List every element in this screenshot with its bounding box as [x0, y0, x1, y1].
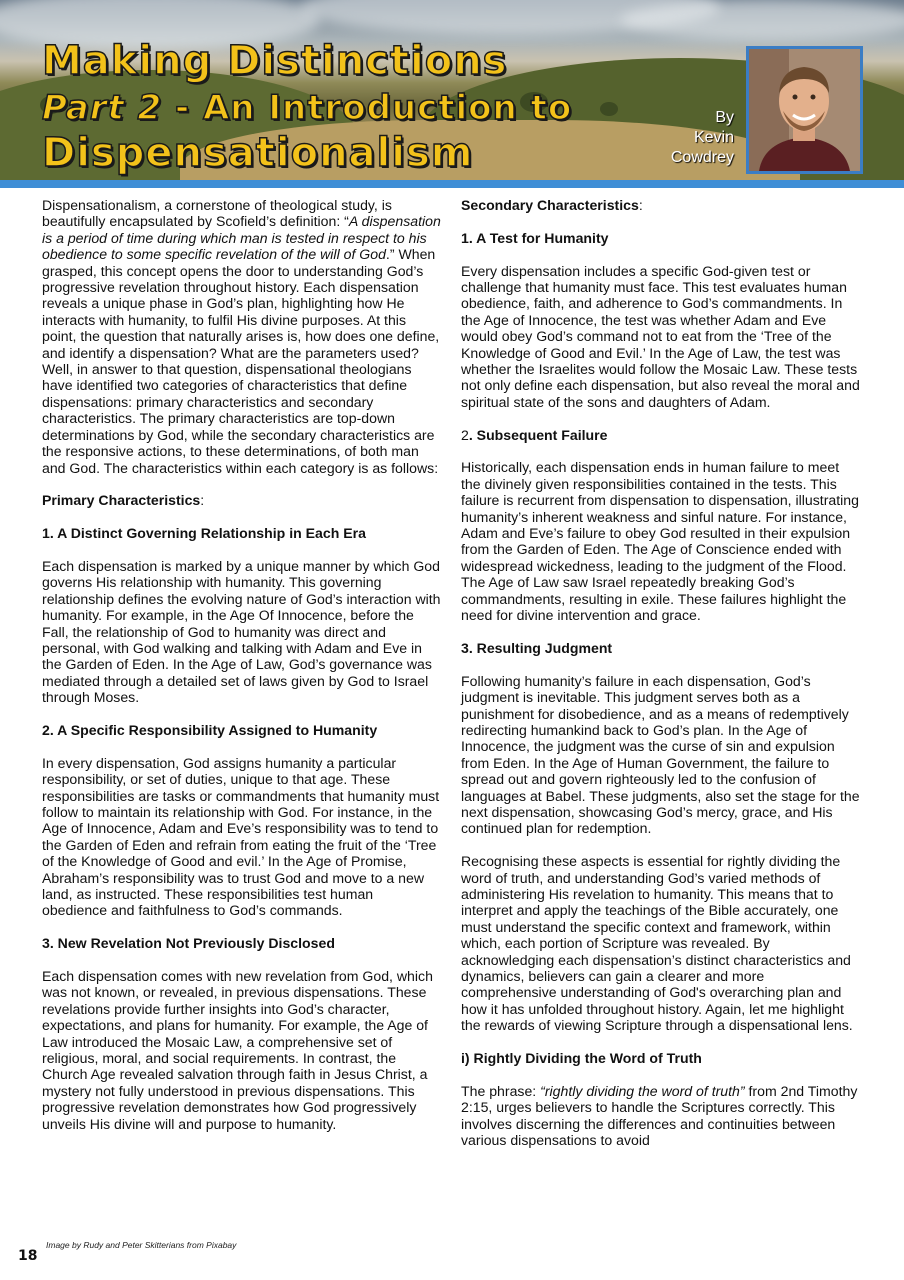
primary-heading — [42, 492, 442, 508]
rightly-dividing-text-a: The phrase: — [461, 1082, 541, 1099]
primary-paragraph-2: In every dispensation, God assigns humanity a particular responsibility, or set of duties, unique to that age. These responsibilities are tasks or commandments that humanity must follow to maintain its relationship with God. For instance, in the Age of Innocence, Adam and Eve’s responsibility was to tend to the Garden of Eden and refrain from eating the fruit of the ‘Tree of the Knowledge of Good and evil.’ In the Age of Promise, Abraham’s responsibility was to trust God and move to a new land, as instructed. These responsibilities test human obedience and faithfulness to God’s commands. — [42, 754, 440, 919]
secondary-subheading-1: 1. A Test for Humanity — [461, 229, 609, 246]
secondary-subheading-2-number: 2 — [461, 426, 469, 443]
secondary-paragraph-2: Historically, each dispensation ends in human failure to meet the divinely given responsibilities contained in the tests. This failure is recurrent from dispensation to dispensation, illustrating humanity’s inherent weakness and sinful nature. For instance, Adam and Eve’s failure to obey God resulted in their expulsion from the Garden of Eden. The Age of Conscience ended with widespread wickedness, leading to the judgment of the Flood. The Age of Law saw Israel repeatedly breaking God’s commandments, resulting in exile. These failures highlight the need for divine intervention and grace. — [461, 459, 859, 624]
tree-shape — [600, 102, 618, 116]
cloud-shape — [620, 0, 904, 40]
primary-subheading-3: 3. New Revelation Not Previously Disclosed — [42, 935, 335, 952]
article-title-line3: Dispensationalism — [42, 130, 474, 176]
primary-paragraph-3: Each dispensation comes with new revelation from God, which was not known, or revealed, in previous dispensations. These revelations provide further insights into God’s character, expectations, and plans for humanity. For example, the Age of Law introduced the Mosaic Law, a comprehensive set of religious, moral, and social requirements. In contrast, the Church Age revealed salvation through faith in Jesus Christ, a mystery not fully understood in previous dispensations. This progressive revelation demonstrates how God progressively unveils His divine will and purpose to humanity. — [42, 967, 433, 1132]
primary-subheading-2: 2. A Specific Responsibility Assigned to Humanity — [42, 721, 378, 738]
rightly-dividing-text-b: from 2nd Timothy 2:15, urges believers to handle the Scriptures correctly. This involves discerning the differences and continuities between various dispensations to avoid — [461, 1082, 858, 1149]
header-divider-stripe — [0, 180, 904, 188]
image-credit: Image by Rudy and Peter Skitterians from Pixabay — [46, 1240, 237, 1250]
intro-paragraph — [42, 197, 442, 476]
secondary-subheading-3: 3. Resulting Judgment — [461, 639, 613, 656]
scofield-quote: A dispensation is a period of time during which man is tested in respect to his obedience to some specific revelation of the will of God — [42, 213, 441, 263]
intro-text-a: Dispensationalism, a cornerstone of theological study, is beautifully encapsulated by Scofield’s definition: “ — [42, 197, 392, 230]
primary-paragraph-1: Each dispensation is marked by a unique manner by which God governs His relationship with humanity. This governing relationship defines the evolving nature of God’s interaction with humanity. For example, in the Age Of Innocence, before the Fall, the relationship of God to humanity was direct and personal, with God walking and talking with Adam and Eve in the Garden of Eden. In the Age of Law, God’s governance was mediated through a detailed set of laws given by God to Israel through Moses. — [42, 557, 441, 706]
secondary-heading — [461, 197, 861, 213]
rightly-dividing-paragraph — [461, 1083, 861, 1149]
summary-paragraph: Recognising these aspects is essential for rightly dividing the word of truth, and understanding God’s varied methods of administering His revelation to humanity. This means that to interpret and apply the teachings of the Bible accurately, one must understand the specific context and framework, within which, each portion of Scripture was revealed. By acknowledging each dispensation’s distinct characteristics and dynamics, believers can gain a clearer and more comprehensive understanding of God's overarching plan and how it has unfolded throughout history. Again, let me highlight the rewards of viewing Scripture through a dispensational lens. — [461, 853, 853, 1034]
author-photo-illustration — [749, 49, 860, 171]
primary-heading-colon: : — [200, 492, 205, 509]
secondary-heading-colon: : — [638, 197, 643, 213]
article-title-line2-rest: - An Introduction to — [162, 88, 573, 128]
primary-heading-text: Primary Characteristics — [42, 492, 201, 509]
secondary-heading-text: Secondary Characteristics — [461, 197, 639, 213]
article-title-line1: Making Distinctions — [42, 38, 508, 84]
header-banner — [0, 0, 904, 180]
intro-text-b: .” When grasped, this concept opens the door to understanding God’s progressive revelation throughout history. Each dispensation reveals a unique phase in God’s plan, highlighting how He interacts with humanity, to fulfil His divine purposes. At this point, the question that naturally arises is, how does one define, and identify a dispensation? What are the parameters used? Well, in answer to that question, dispensational theologians have identified two categories of characteristics that define dispensations: primary characteristics and secondary characteristics. The primary characteristics are top-down determinations by God, while the secondary characteristics are the responsive actions, to these determinations, of both man and God. The characteristics within each category is as follows: — [42, 246, 440, 476]
left-column — [42, 197, 442, 1132]
secondary-subheading-2-text: . Subsequent Failure — [468, 426, 608, 443]
secondary-paragraph-1: Every dispensation includes a specific God-given test or challenge that humanity must face. This test evaluates human obedience, faith, and adherence to God’s commandments. In the Age of Innocence, the test was whether Adam and Eve would obey God’s command not to eat from the ‘Tree of the Knowledge of Good and Evil.’ In the Age of Law, the test was whether the Israelites would follow the Mosaic Law. These tests not only define each dispensation, but also reveal the moral and spiritual state of the sons and daughters of Adam. — [461, 262, 860, 410]
right-column — [461, 197, 861, 1148]
page-number: 18 — [18, 1248, 38, 1264]
article-title-part: Part 2 — [42, 88, 163, 128]
byline-first-name: Kevin — [693, 129, 734, 146]
byline-by: By — [715, 109, 734, 126]
author-portrait — [746, 46, 863, 174]
secondary-paragraph-3: Following humanity’s failure in each dispensation, God’s judgment is inevitable. This judgment serves both as a punishment for disobedience, and as a means of redemptively redirecting humankind back to God’s plan. In the Age of Innocence, the judgment was the curse of sin and expulsion from Eden. In the Age of Human Government, the failure to spread out and govern righteously led to the confusion of languages at Babel. These judgments, also set the stage for the next dispensation, showcasing God’s mercy, grace, and His continued plan for redemption. — [461, 672, 860, 837]
author-byline — [671, 108, 734, 168]
primary-subheading-1: 1. A Distinct Governing Relationship in Each Era — [42, 525, 366, 542]
article-title-line2 — [42, 88, 572, 128]
secondary-subheading-2 — [461, 427, 861, 443]
rightly-dividing-quote: “rightly dividing the word of truth” — [540, 1082, 745, 1099]
rightly-dividing-heading: i) Rightly Dividing the Word of Truth — [461, 1050, 702, 1066]
byline-last-name: Cowdrey — [670, 149, 734, 166]
